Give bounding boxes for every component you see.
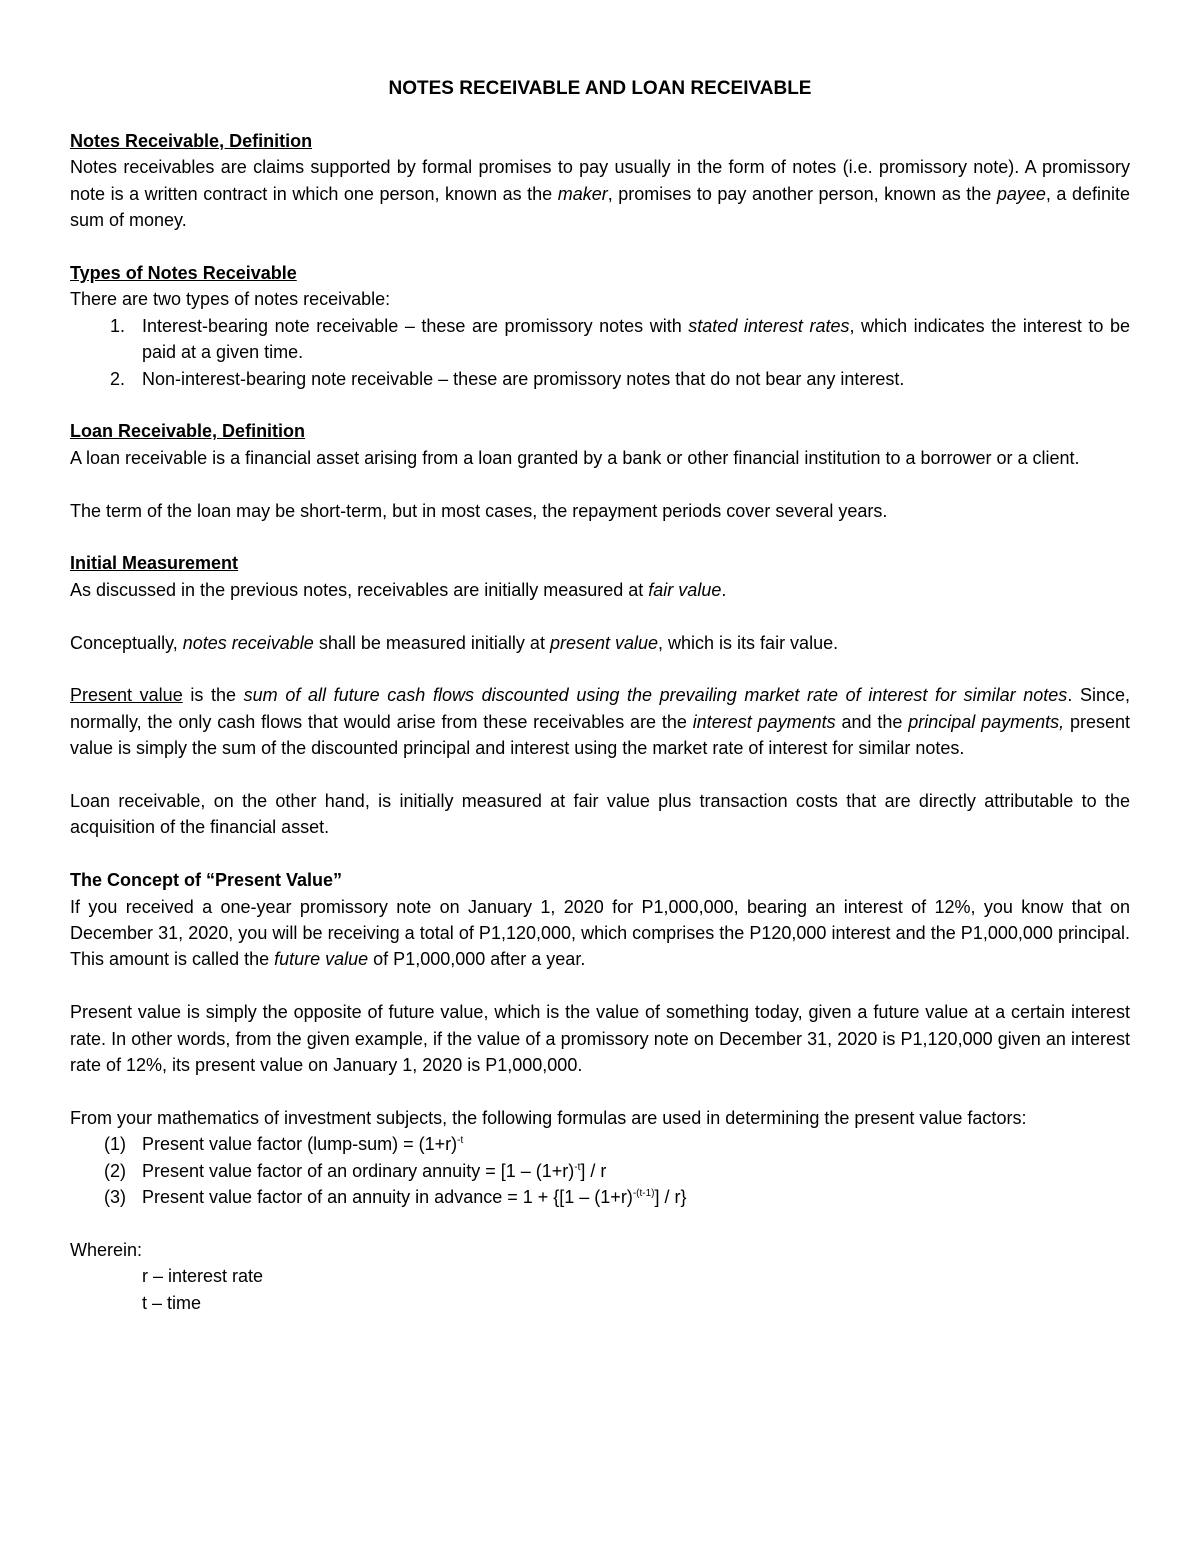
text-run: shall be measured initially at xyxy=(313,632,550,653)
text-run: and the xyxy=(835,711,909,732)
heading-concept-of-present-value: The Concept of “Present Value” xyxy=(70,870,343,891)
formula-text: Present value factor of an ordinary annuity = [1 – (1+r) xyxy=(142,1160,575,1181)
term-present-value-underlined: Present value xyxy=(70,685,183,706)
formula-number: (3) xyxy=(104,1187,126,1208)
formula-exponent: -t xyxy=(574,1161,581,1173)
future-value-paragraph xyxy=(70,894,1130,973)
heading-loan-receivable-definition: Loan Receivable, Definition xyxy=(70,421,306,442)
definition-r: r – interest rate xyxy=(142,1266,264,1287)
formula-item xyxy=(70,1184,1130,1210)
spacer xyxy=(70,973,1130,999)
types-intro: There are two types of notes receivable: xyxy=(70,289,391,310)
text-run: is the xyxy=(182,685,244,706)
text-run: present value is simply the sum of the discounted principal and interest using the market rate of interest for similar notes. xyxy=(70,711,1130,759)
present-value-definition: sum of all future cash flows discounted using the prevailing market rate of interest for similar notes xyxy=(243,685,1068,706)
formula-text: Present value factor of an annuity in advance = 1 + {[1 – (1+r) xyxy=(142,1187,633,1208)
spacer xyxy=(70,524,1130,550)
formula-item xyxy=(70,1158,1130,1184)
formula-text: ] / r xyxy=(580,1160,607,1181)
loan-term-paragraph: The term of the loan may be short-term, but in most cases, the repayment periods cover several years. xyxy=(70,500,888,521)
term-interest-payments: interest payments xyxy=(692,711,836,732)
list-number: 2. xyxy=(110,368,126,389)
formulas-intro-paragraph: From your mathematics of investment subjects, the following formulas are used in determining the present value factors: xyxy=(70,1107,1027,1128)
definition-t: t – time xyxy=(142,1292,202,1313)
term-maker: maker xyxy=(557,183,608,204)
text-run: Non-interest-bearing note receivable – these are promissory notes that do not bear any interest. xyxy=(142,368,905,389)
text-run: If you received a one-year promissory note on January 1, 2020 for P1,000,000, bearing an interest of 12%, you know that on December 31, 2020, you will be receiving a total of P1,120,000, which comprises the P120,000 interest and the P1,000,000 principal. This amount is called the xyxy=(70,896,1130,970)
formula-number: (1) xyxy=(104,1134,126,1155)
wherein-label: Wherein: xyxy=(70,1239,143,1260)
spacer xyxy=(70,234,1130,260)
spacer xyxy=(70,392,1130,418)
spacer xyxy=(70,1078,1130,1104)
present-value-opposite-paragraph: Present value is simply the opposite of future value, which is the value of something today, given a future value at a certain interest rate. In other words, from the given example, if the value of a promissory note on December 31, 2020 is P1,120,000 given an interest rate of 12%, its present value on January 1, 2020 is P1,000,000. xyxy=(70,1002,1130,1076)
text-run: , promises to pay another person, known as the xyxy=(607,183,997,204)
text-run: Interest-bearing note receivable – these are promissory notes with xyxy=(142,315,689,336)
spacer xyxy=(70,603,1130,629)
text-run: As discussed in the previous notes, receivables are initially measured at xyxy=(70,579,649,600)
text-run: Notes receivables are claims supported by formal promises to pay usually in the form of notes (i.e. promissory note). A promissory note is a written contract in which one person, known as the xyxy=(70,157,1130,204)
heading-notes-receivable-definition: Notes Receivable, Definition xyxy=(70,131,313,151)
text-run: Conceptually, xyxy=(70,632,183,653)
list-item xyxy=(70,313,1130,366)
heading-types-of-notes: Types of Notes Receivable xyxy=(70,263,297,284)
list-number: 1. xyxy=(110,315,126,336)
text-run: of P1,000,000 after a year. xyxy=(368,949,586,970)
heading-initial-measurement: Initial Measurement xyxy=(70,553,239,574)
text-run: . Since, normally, the only cash flows that would arise from these receivables are the xyxy=(70,685,1130,732)
types-list xyxy=(70,313,1130,392)
term-fair-value: fair value xyxy=(648,579,722,600)
notes-receivable-definition-paragraph xyxy=(70,154,1130,233)
text-run: , a definite sum of money. xyxy=(70,183,1130,231)
term-stated-interest-rates: stated interest rates xyxy=(688,315,850,336)
term-payee: payee xyxy=(996,183,1046,204)
formula-text: ] / r} xyxy=(654,1187,687,1208)
formula-item xyxy=(70,1131,1130,1157)
conceptually-paragraph xyxy=(70,630,1130,656)
loan-measurement-paragraph: Loan receivable, on the other hand, is initially measured at fair value plus transaction costs that are directly attributable to the acquisition of the financial asset. xyxy=(70,791,1130,838)
formula-exponent: -(t-1) xyxy=(632,1188,655,1200)
formula-list xyxy=(70,1131,1130,1210)
term-principal-payments: principal payments, xyxy=(908,711,1065,732)
term-present-value: present value xyxy=(549,632,659,653)
spacer xyxy=(70,762,1130,788)
spacer xyxy=(70,656,1130,682)
text-run: . xyxy=(721,579,727,600)
initial-measurement-paragraph xyxy=(70,577,1130,603)
term-future-value: future value xyxy=(274,949,369,970)
present-value-paragraph xyxy=(70,682,1130,761)
document-title: NOTES RECEIVABLE AND LOAN RECEIVABLE xyxy=(388,78,812,99)
spacer xyxy=(70,1211,1130,1237)
spacer xyxy=(70,841,1130,867)
spacer xyxy=(70,471,1130,497)
text-run: , which indicates the interest to be paid at a given time. xyxy=(142,315,1130,363)
term-notes-receivable: notes receivable xyxy=(182,632,314,653)
text-run: , which is its fair value. xyxy=(658,632,839,653)
formula-text: Present value factor (lump-sum) = (1+r) xyxy=(142,1134,458,1155)
loan-receivable-definition-paragraph: A loan receivable is a financial asset arising from a loan granted by a bank or other financial institution to a borrower or a client. xyxy=(70,447,1080,468)
formula-number: (2) xyxy=(104,1160,126,1181)
formula-exponent: -t xyxy=(457,1135,464,1147)
list-item xyxy=(70,366,1130,392)
